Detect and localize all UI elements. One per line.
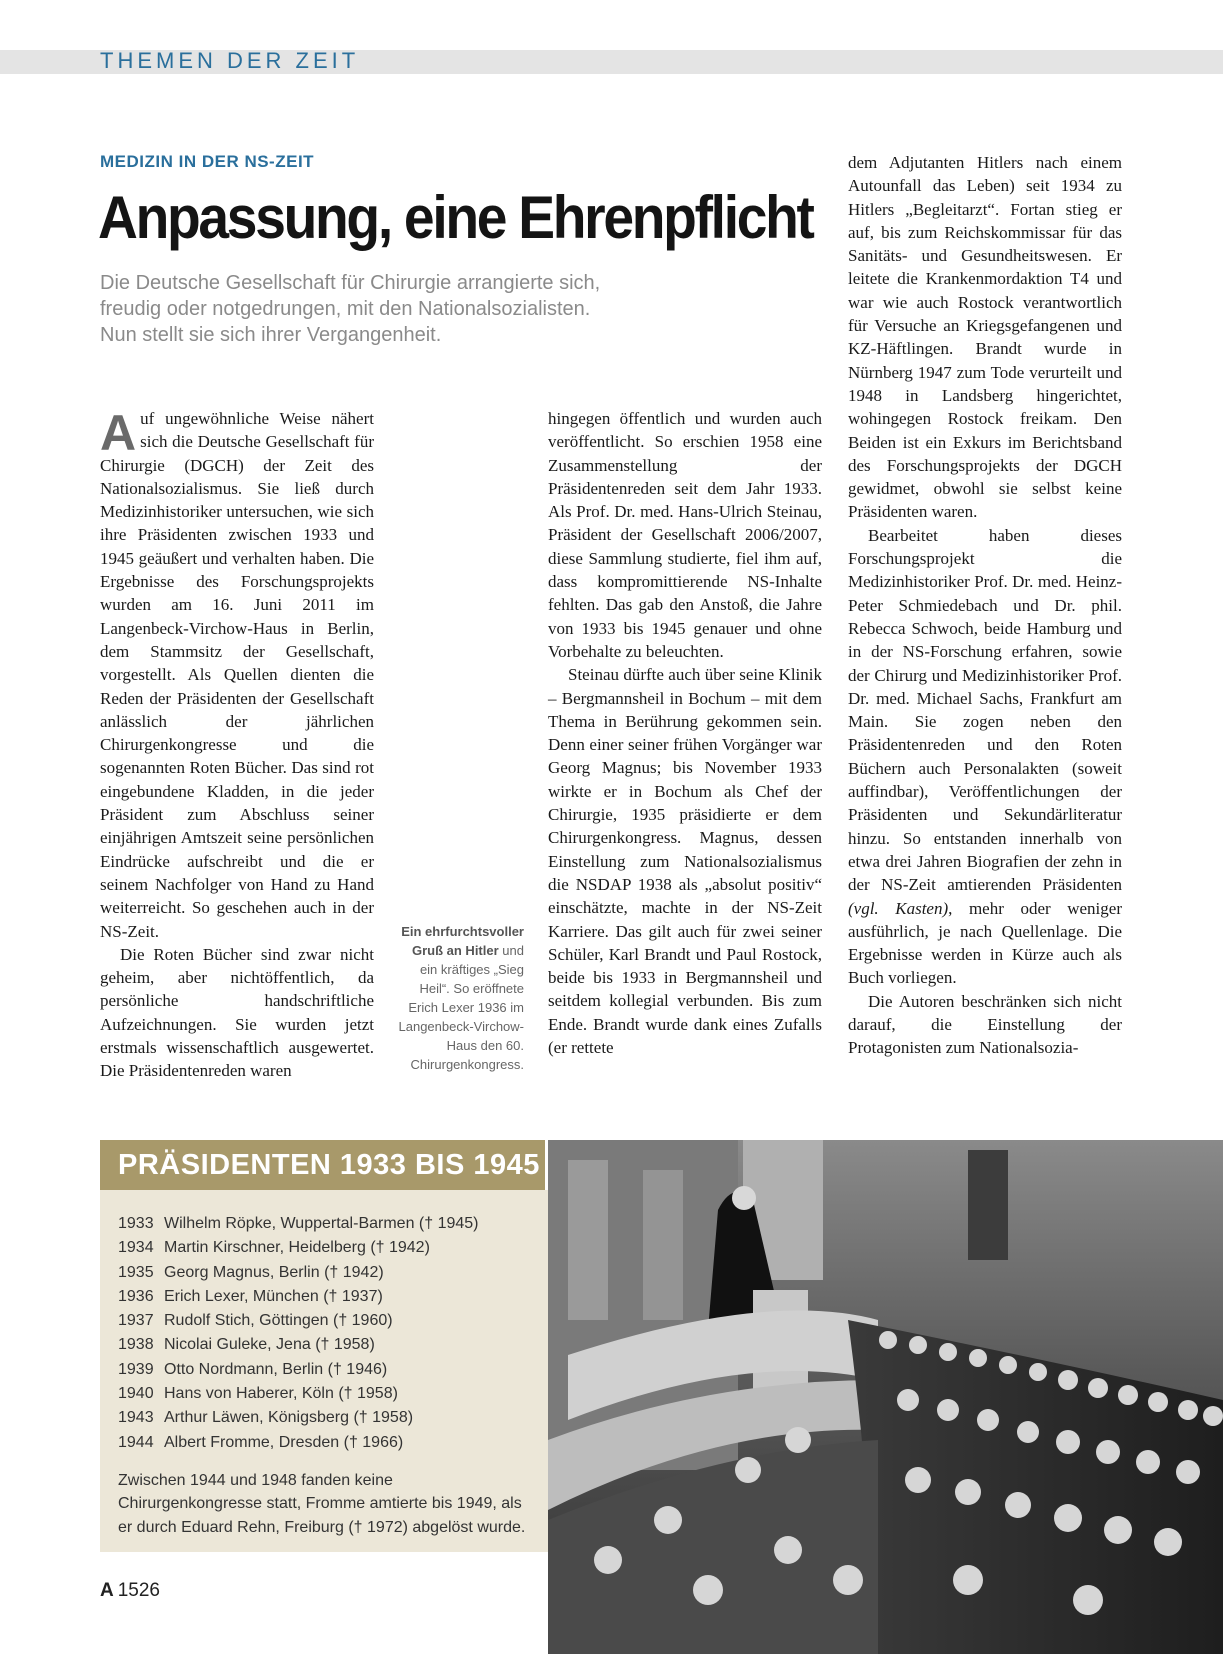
president-entry [118, 1358, 538, 1382]
article-title: Anpassung, eine Ehrenpflicht [98, 184, 813, 251]
president-year: 1937 [118, 1312, 154, 1330]
president-entry [118, 1333, 538, 1357]
president-year: 1938 [118, 1336, 154, 1354]
page-number-value: 1526 [117, 1580, 161, 1601]
president-name: Martin Kirschner, Heidelberg († 1942) [164, 1239, 430, 1257]
paragraph: hingegen öffentlich und wurden auch veröffentlicht. So erschien 1958 eine Zusammenstellung der Präsidentenreden seit dem Jahr 1933. Als Prof. Dr. med. Hans-Ulrich Steinau, Präsident der Gesellschaft 2006/2007, diese Sammlung studierte, fiel ihm auf, dass kompromittierende NS-Inhalte fehlten. Das gab den Anstoß, die Jahre von 1933 bis 1945 genauer und ohne Vorbehalte zu beleuchten. [548, 409, 822, 661]
article-column-3 [848, 151, 1122, 1060]
standfirst-line: Nun stellt sie sich ihrer Vergangenheit. [100, 324, 442, 346]
sidebar-box [100, 1190, 548, 1552]
standfirst-line: Die Deutsche Gesellschaft für Chirurgie arrangierte sich, [100, 272, 601, 294]
president-year: 1939 [118, 1360, 154, 1378]
section-label: THEMEN DER ZEIT [100, 48, 360, 73]
article-standfirst [100, 270, 720, 348]
paragraph-text: Bearbeitet haben dieses Forschungsprojekt die Medizinhistoriker Prof. Dr. med. Heinz-Peter Schmiedebach und Dr. phil. Rebecca Schwoch, beide Hamburg und in der NS-Forschung erfahren, sowie der Chirurg und Medizinhistoriker Prof. Dr. med. Michael Sachs, Frankfurt am Main. Sie zogen neben den Präsidentenreden und den Roten Büchern auch Personalakten (soweit auffindbar), Veröffentlichungen der Präsidenten und Sekundärliteratur hinzu. So entstanden innerhalb von etwa drei Jahren Biografien der zehn in der NS-Zeit amtierenden Präsidenten [848, 525, 1122, 895]
paragraph-text: , mehr oder weniger ausführlich, je nach Quellenlage. Die Ergebnisse werden in Kürze auch als Buch vorliegen. [848, 898, 1122, 988]
congress-photo [548, 1140, 1223, 1654]
president-name: Arthur Läwen, Königsberg († 1958) [164, 1409, 414, 1427]
president-name: Hans von Haberer, Köln († 1958) [164, 1385, 398, 1403]
sidebar-note: Zwischen 1944 und 1948 fanden keine Chirurgenkongresse statt, Fromme amtierte bis 1949, als er durch Eduard Rehn, Freiburg († 1972) abgelöst wurde. [118, 1471, 526, 1536]
paragraph: dem Adjutanten Hitlers nach einem Autounfall das Leben) seit 1934 zu Hitlers „Begleitarzt“. Fortan stieg er auf, bis zum Reichskommissar für das Sanitäts- und Gesundheitswesen. Er leitete die Krankenmordaktion T4 und war wie auch Rostock verantwortlich für Versuche an Kriegsgefangenen und KZ-Häftlingen. Brandt wurde in Nürnberg 1947 zum Tode verurteilt und 1948 in Landsberg hingerichtet, wohingegen Rostock freikam. Den Beiden ist ein Exkurs im Berichtsband des Forschungsprojekts der DGCH gewidmet, obwohl sie selbst keine Präsidenten waren. [848, 153, 1122, 522]
page-prefix: A [100, 1580, 114, 1601]
article-column-1 [100, 407, 374, 1083]
president-name: Wilhelm Röpke, Wuppertal-Barmen († 1945) [164, 1215, 479, 1232]
standfirst-line: freudig oder notgedrungen, mit den Nationalsozialisten. [100, 298, 591, 320]
president-entry [118, 1382, 538, 1406]
paragraph [100, 407, 374, 943]
president-entry [118, 1236, 538, 1260]
president-year: 1933 [118, 1215, 154, 1232]
president-name: Erich Lexer, München († 1937) [164, 1287, 383, 1305]
president-entry [118, 1406, 538, 1430]
paragraph-text: uf ungewöhnliche Weise nähert sich die Deutsche Gesellschaft für Chirurgie (DGCH) der Zeit des Nationalsozialismus. Sie ließ durch Medizinhistoriker untersuchen, wie sich ihre Präsidenten zwischen 1933 und 1945 geäußert und verhalten haben. Die Ergebnisse des Forschungsprojekts wurden am 16. Juni 2011 im Langenbeck-Virchow-Haus in Berlin, dem Stammsitz der Gesellschaft, vorgestellt. Als Quellen dienten die Reden der Präsidenten der Gesellschaft anlässlich der jährlichen Chirurgenkongresse und die sogenannten Roten Bücher. Das sind rot eingebundene Kladden, in die jeder Präsident zum Abschluss seiner einjährigen Amtszeit seine persönlichen Eindrücke aufschreibt und die er seinem Nachfolger von Hand zu Hand weiterreicht. So geschehen auch in der NS-Zeit. [100, 409, 374, 941]
president-entry [118, 1212, 538, 1236]
president-year: 1943 [118, 1409, 154, 1427]
president-entry [118, 1431, 538, 1455]
sidebar-title: PRÄSIDENTEN 1933 BIS 1945 [100, 1140, 545, 1190]
president-name: Rudolf Stich, Göttingen († 1960) [164, 1312, 393, 1330]
president-year: 1944 [118, 1433, 154, 1451]
president-name: Otto Nordmann, Berlin († 1946) [164, 1360, 388, 1378]
article-column-2 [548, 407, 822, 1059]
president-year: 1934 [118, 1239, 154, 1257]
page-number [100, 1580, 160, 1602]
president-year: 1935 [118, 1263, 154, 1281]
president-year: 1940 [118, 1385, 154, 1403]
caption-text: und ein kräftiges „Sieg Heil“. So eröffnete Erich Lexer 1936 im Langenbeck-Virchow-Haus den 60. Chirurgenkongress. [398, 943, 524, 1072]
paragraph [848, 524, 1122, 990]
president-name: Nicolai Guleke, Jena († 1958) [164, 1336, 375, 1354]
president-entry [118, 1309, 538, 1333]
paragraph: Steinau dürfte auch über seine Klinik – Bergmannsheil in Bochum – mit dem Thema in Berührung gekommen sein. Denn einer seiner frühen Vorgänger war Georg Magnus; bis November 1933 wirkte er in Bochum als Chef der Chirurgie, 1935 präsidierte er dem Chirurgenkongress. Magnus, dessen Einstellung zum Nationalsozialismus die NSDAP 1938 als „absolut positiv“ einschätzte, machte in der NS-Zeit Karriere. Das gilt auch für zwei seiner Schüler, Karl Brandt und Paul Rostock, beide bis 1933 in Bergmannsheil und seitdem kollegial verbunden. Bis zum Ende. Brandt wurde dank eines Zufalls (er rettete [548, 665, 822, 1058]
president-list [118, 1212, 538, 1455]
box-reference: (vgl. Kasten) [848, 898, 949, 918]
article-kicker: MEDIZIN IN DER NS-ZEIT [100, 152, 315, 171]
paragraph: Die Autoren beschränken sich nicht darauf, die Einstellung der Protagonisten zum Nationalsozia- [848, 991, 1122, 1058]
paragraph: Die Roten Bücher sind zwar nicht geheim, aber nichtöffentlich, da persönliche handschriftliche Aufzeichnungen. Sie wurden jetzt erstmals wissenschaftlich ausgewertet. Die Präsidentenreden waren [100, 944, 374, 1081]
photo-caption [392, 922, 524, 1074]
president-entry [118, 1261, 538, 1285]
president-year: 1936 [118, 1287, 154, 1305]
president-name: Albert Fromme, Dresden († 1966) [164, 1433, 404, 1451]
drop-cap: A [100, 405, 137, 461]
caption-lead: Ein ehrfurchtsvoller Gruß an Hitler [401, 924, 524, 958]
president-entry [118, 1285, 538, 1309]
president-name: Georg Magnus, Berlin († 1942) [164, 1263, 384, 1281]
